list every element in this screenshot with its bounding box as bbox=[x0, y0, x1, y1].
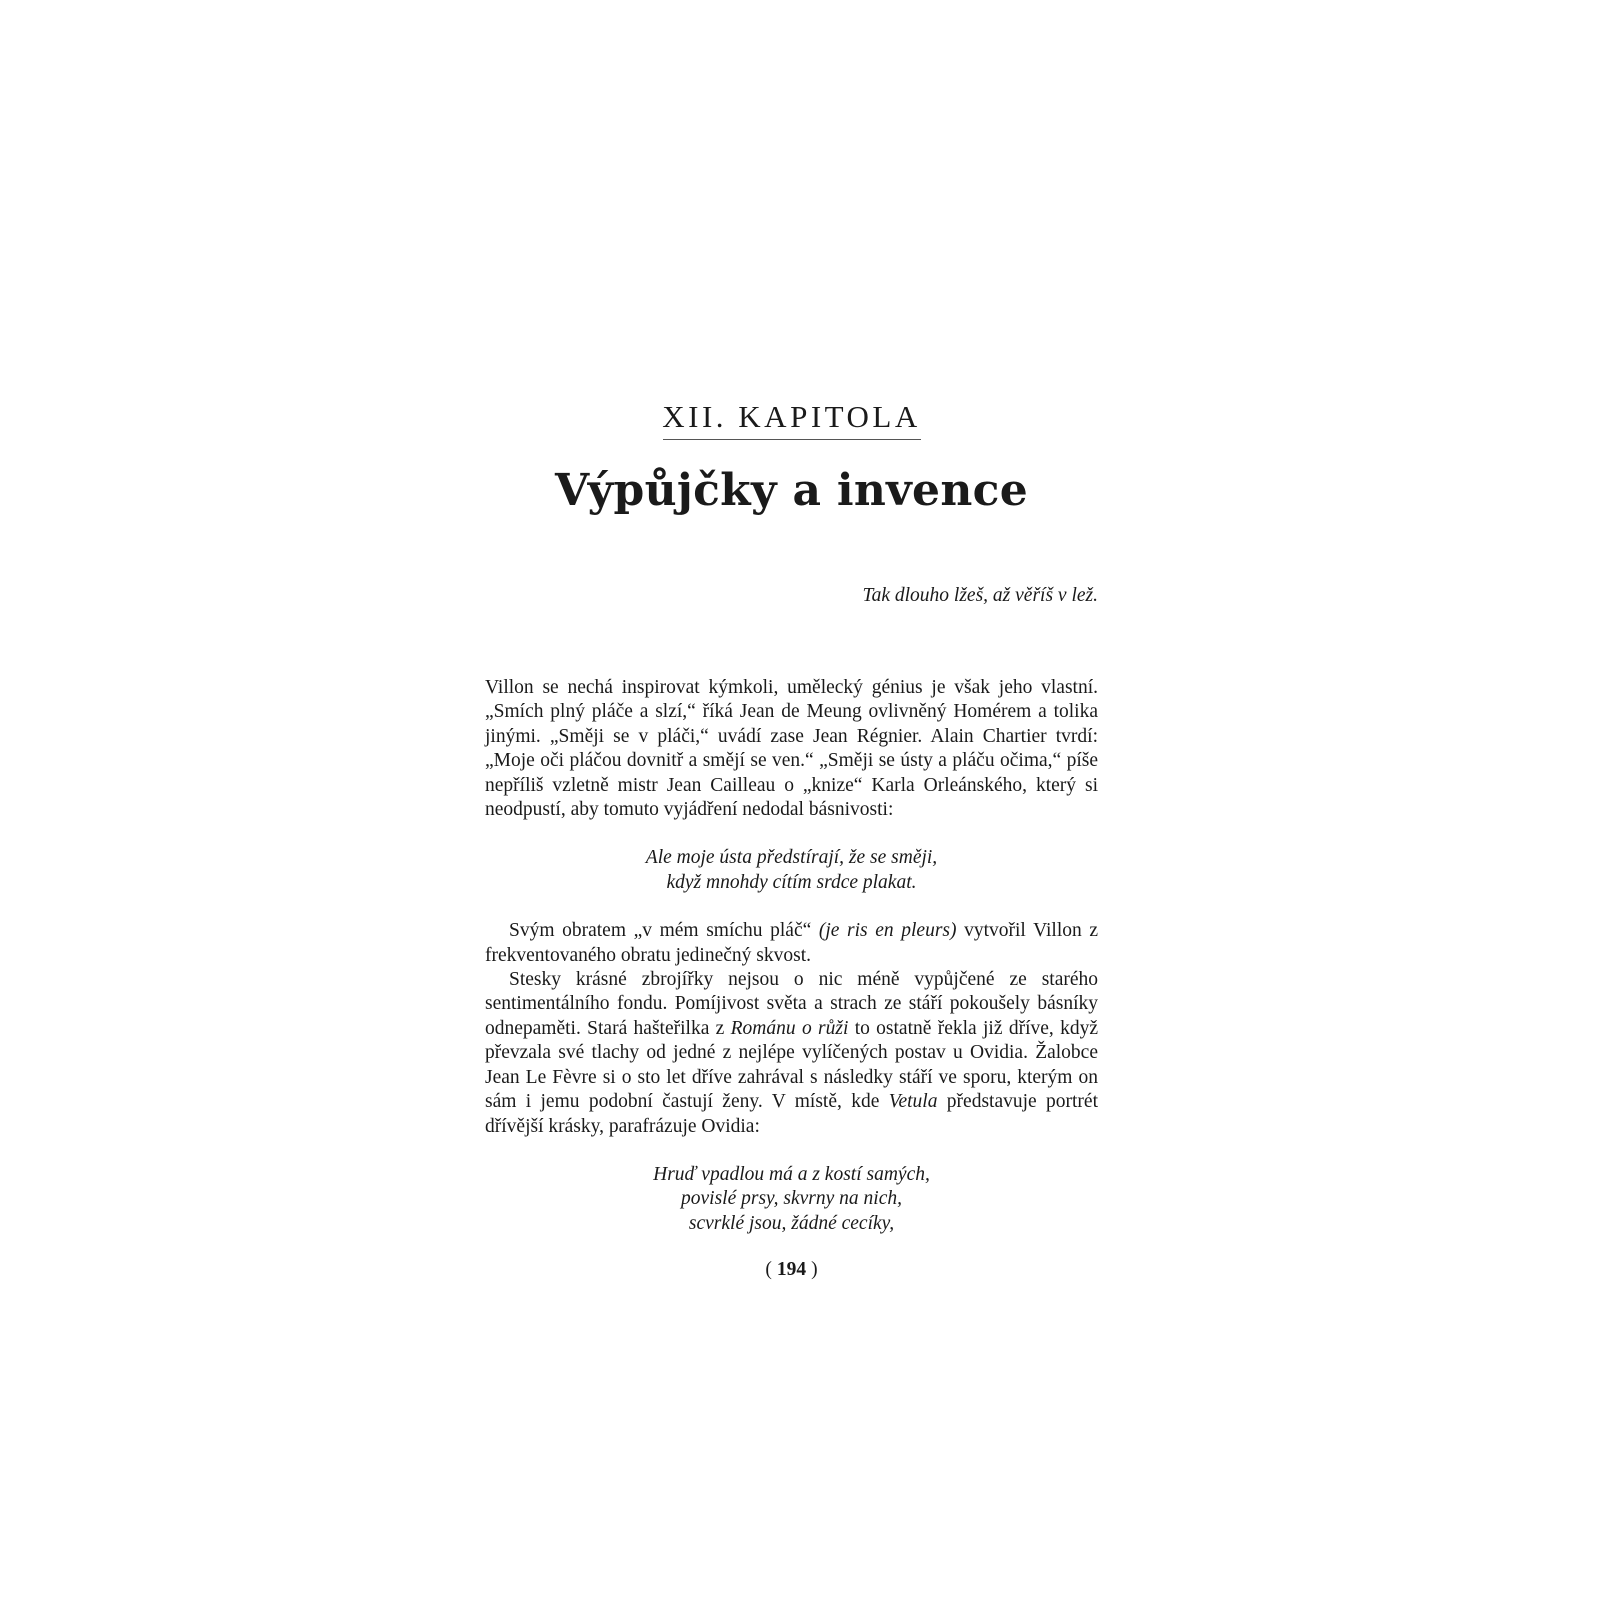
paragraph-1: Villon se nechá inspirovat kýmkoli, umělecký génius je však jeho vlastní. „Smích plný pláče a slzí,“ říká Jean de Meung ovlivněný Homérem a tolika jinými. „Směji se v pláči,“ uvádí zase Jean Régnier. Alain Chartier tvrdí: „Moje oči pláčou dovnitř a smějí se ven.“ „Směji se ústy a pláču očima,“ píše nepříliš vzletně mistr Jean Cailleau o „knize“ Karla Orleánského, který si neodpustí, aby tomuto vyjádření nedodal básnivosti: bbox=[485, 677, 1098, 821]
motto-epigraph: Tak dlouho lžeš, až věříš v lež. bbox=[862, 585, 1098, 606]
paragraph-3-text: představuje portrét dřívější krásky, parafrázuje Ovidia: bbox=[485, 1091, 1098, 1137]
verse-line: Hruď vpadlou má a z kostí samých, bbox=[653, 1163, 930, 1185]
paragraph-2-italic: (je ris en pleurs) bbox=[818, 920, 957, 942]
verse-line: scvrklé jsou, žádné cecíky, bbox=[688, 1212, 895, 1234]
verse-block-1 bbox=[485, 846, 1098, 895]
page-number-bracket-open: ( bbox=[765, 1259, 772, 1281]
verse-line: povislé prsy, skvrny na nich, bbox=[681, 1188, 902, 1210]
paragraph-3 bbox=[485, 968, 1098, 1139]
paragraph-3-text: to ostatně řekla již dříve, když převzala své tlachy od jedné z nejlépe vylíčených postav u Ovidia. Žalobce Jean Le Fèvre si o sto let dříve zahrával s následky stáří ve sporu, kterým on sám i jemu podobní častují ženy. V místě, kde bbox=[485, 1017, 1098, 1113]
paragraph-2-text: Svým obratem „v mém smíchu pláč“ bbox=[509, 920, 819, 942]
chapter-label: XII. KAPITOLA bbox=[662, 399, 921, 434]
page-number bbox=[485, 1258, 1098, 1282]
chapter-title: Výpůjčky a invence bbox=[554, 465, 1029, 516]
chapter-rule bbox=[663, 439, 921, 440]
paragraph-3-text: Stesky krásné zbrojířky nejsou o nic méně vypůjčené ze starého sentimentálního fondu. Pomíjivost světa a strach ze stáří pokoušely básníky odnepaměti. Stará hašteřilka z bbox=[485, 969, 1098, 1039]
paragraph-2 bbox=[485, 919, 1098, 968]
page-number-bracket-close: ) bbox=[811, 1259, 818, 1281]
verse-line: Ale moje ústa předstírají, že se směji, bbox=[645, 847, 938, 869]
page-number-value: 194 bbox=[776, 1259, 807, 1281]
work-title-italic: Vetula bbox=[888, 1091, 938, 1113]
verse-line: když mnohdy cítím srdce plakat. bbox=[666, 871, 917, 893]
book-title-italic: Románu o růži bbox=[730, 1017, 849, 1039]
verse-block-2 bbox=[485, 1163, 1098, 1236]
paragraph-2-text: vytvořil Villon z frekventovaného obratu jedinečný skvost. bbox=[485, 920, 1099, 966]
book-page bbox=[485, 398, 1098, 1282]
